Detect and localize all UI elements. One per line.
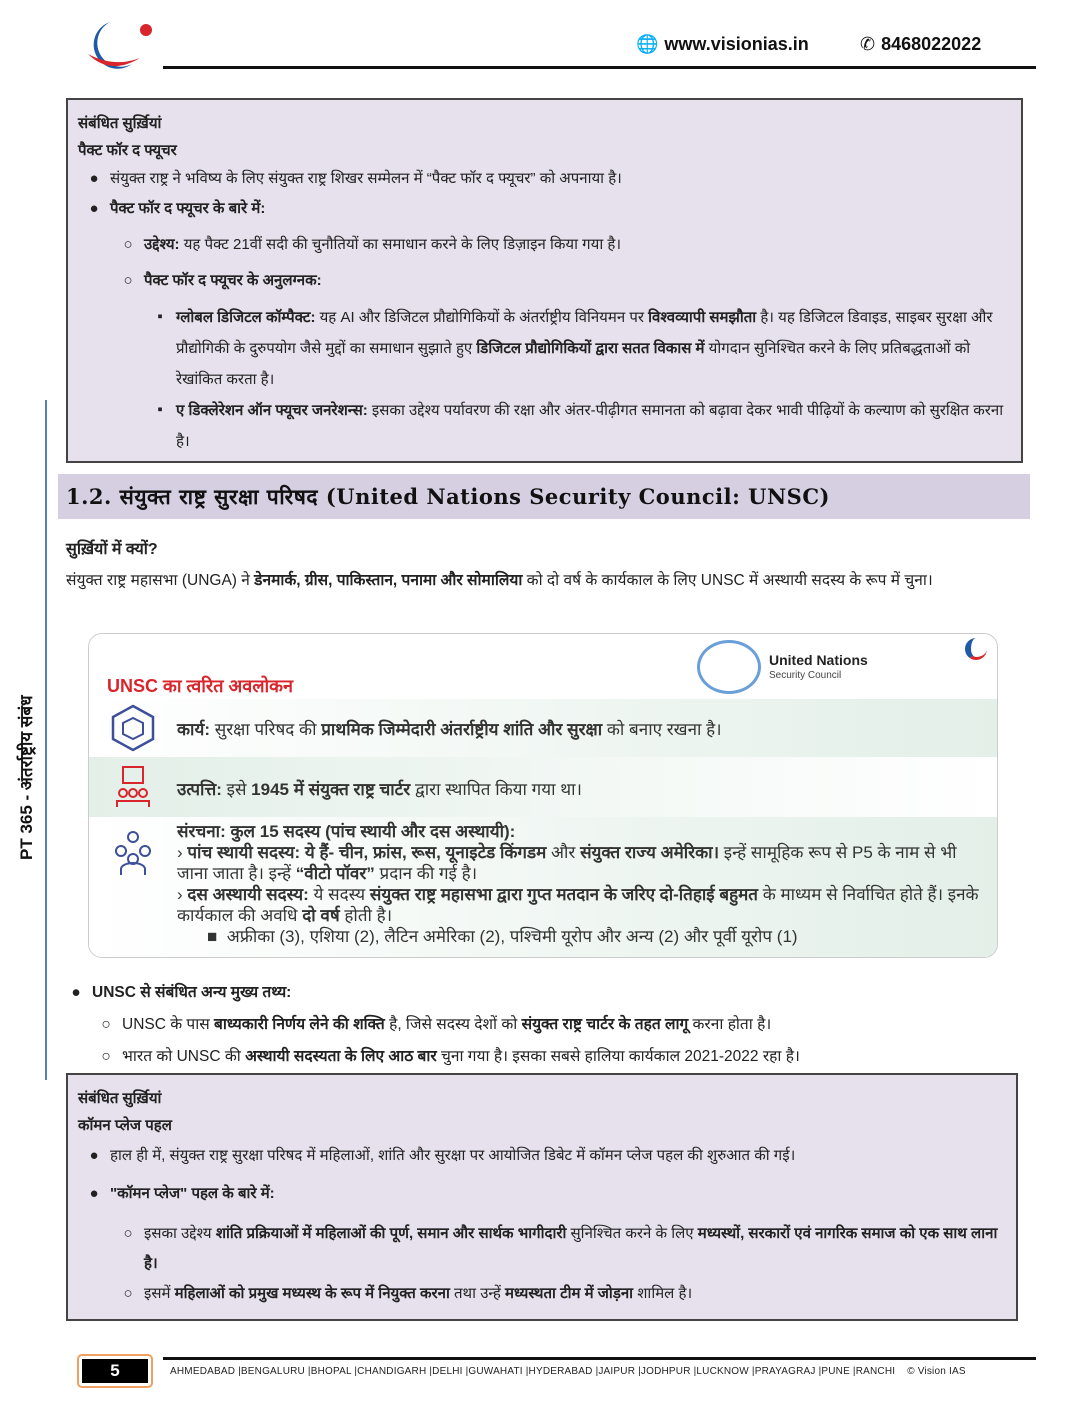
logo-small-icon	[965, 638, 987, 660]
cube-network-icon	[109, 704, 157, 752]
phone: ✆ 8468022022	[860, 34, 982, 54]
side-line	[45, 400, 47, 1080]
page-number: 5	[77, 1354, 153, 1388]
phone-icon: ✆	[860, 34, 876, 54]
website[interactable]: 🌐 www.visionias.in	[636, 34, 809, 54]
section-heading: 1.2. संयुक्त राष्ट्र सुरक्षा परिषद (United Nations Security Council: UNSC)	[58, 474, 1030, 519]
side-label: PT 365 - अंतर्राष्ट्रीय संबंध	[17, 695, 36, 860]
row-function: कार्य: सुरक्षा परिषद की प्राथमिक जिम्मेदारी अंतर्राष्ट्रीय शांति और सुरक्षा को बनाए रखना है।	[89, 699, 997, 757]
row-structure: संरचना: कुल 15 सदस्य (पांच स्थायी और दस अस्थायी): › पांच स्थायी सदस्य: ये हैं- चीन, फ्रांस, रूस, यूनाइटेड किंगडम और संयुक्त राज्य अमेरिका। इन्हें सामूहिक रूप से P5 के नाम से भी जाना जाता है। इन्हें “वीटो पॉवर” प्रदान की गई है। › दस अस्थायी सदस्य: ये सदस्य संयुक्त राष्ट्र महासभा द्वारा गुप्त मतदान के जरिए दो-तिहाई बहुमत के माध्यम से निर्वाचित होते हैं। इनके कार्यकाल की अवधि दो वर्ष होती है। ■ अफ्रीका (3), एशिया (2), लैटिन अमेरिका (2), पश्चिमी यूरोप और अन्य (2) और पूर्वी यूरोप (1)	[89, 817, 997, 958]
unsc-overview-card: UNSC का त्वरित अवलोकन United Nations Security Council कार्य: सुरक्षा परिषद की प्राथमिक जिम्मेदारी अंतर्राष्ट्रीय शांति और सुरक्षा को बनाए रखना है। उत्पत्ति: इसे 1945 में संयुक्त राष्ट्र चार्टर द्वारा स्थापित किया गया था। संरचना: कुल 15 सदस्य (पांच स्थायी और दस अस्थायी): › पांच स्थायी सदस्य: ये हैं- चीन, फ्रांस, रूस, यूनाइटेड किंगडम और संयुक्त राज्य अमेरिका। इन्हें सामूहिक रूप से P5 के नाम से भी जाना जाता है। इन्हें “वीटो पॉवर” प्रदान की गई है। › दस अस्थायी सदस्य: ये सदस्य संयुक्त राष्ट्र महासभा द्वारा गुप्त मतदान के जरिए दो-तिहाई बहुमत के माध्यम से निर्वाचित होते हैं। इनके कार्यकाल की अवधि दो वर्ष होती है। ■ अफ्रीका (3), एशिया (2), लैटिन अमेरिका (2), पश्चिमी यूरोप और अन्य (2) और पूर्वी यूरोप (1)	[88, 633, 998, 958]
un-emblem-icon	[697, 640, 761, 694]
meeting-presentation-icon	[109, 763, 157, 811]
why-in-news: सुर्ख़ियों में क्यों?	[66, 541, 158, 558]
footer-divider	[163, 1357, 1036, 1360]
why-text: संयुक्त राष्ट्र महासभा (UNGA) ने डेनमार्क, ग्रीस, पाकिस्तान, पनामा और सोमालिया को दो वर्ष के कार्यकाल के लिए UNSC में अस्थायी सदस्य के रूप में चुना।	[66, 572, 933, 589]
globe-icon: 🌐	[636, 34, 659, 54]
footer-cities: AHMEDABAD |BENGALURU |BHOPAL |CHANDIGARH |DELHI |GUWAHATI |HYDERABAD |JAIPUR |JODHPUR |LUCKNOW |PRAYAGRAJ |PUNE |RANCHI © Vision IAS	[170, 1366, 966, 1377]
card-title: UNSC का त्वरित अवलोकन	[107, 676, 293, 696]
related-news-box-1: संबंधित सुर्ख़ियां पैक्ट फॉर द फ्यूचर ● संयुक्त राष्ट्र ने भविष्य के लिए संयुक्त राष्ट्र शिखर सम्मेलन में “पैक्ट फॉर द फ्यूचर” को अपनाया है। ● पैक्ट फॉर द फ्यूचर के बारे में: ○ उद्देश्य: यह पैक्ट 21वीं सदी की चुनौतियों का समाधान करने के लिए डिज़ाइन किया गया है। ○ पैक्ट फॉर द फ्यूचर के अनुलग्नक: ▪ ग्लोबल डिजिटल कॉम्पैक्ट: यह AI और डिजिटल प्रौद्योगिकियों के अंतर्राष्ट्रीय विनियमन पर विश्वव्यापी समझौता है। यह डिजिटल डिवाइड, साइबर सुरक्षा और प्रौद्योगिकी के दुरुपयोग जैसे मुद्दों का समाधान सुझाते हुए डिजिटल प्रौद्योगिकियों द्वारा सतत विकास में योगदान सुनिश्चित करने के लिए प्रतिबद्धताओं को रेखांकित करता है। ▪ ए डिक्लेरेशन ऑन फ्यूचर जनरेशन्स: इसका उद्देश्य पर्यावरण की रक्षा और अंतर-पीढ़ीगत समानता को बढ़ावा देकर भावी पीढ़ियों के कल्याण को सुरक्षित करना है।	[66, 98, 1023, 463]
related-news-box-2: संबंधित सुर्ख़ियां कॉमन प्लेज पहल ● हाल ही में, संयुक्त राष्ट्र सुरक्षा परिषद में महिलाओं, शांति और सुरक्षा पर आयोजित डिबेट में कॉमन प्लेज पहल की शुरुआत की गई। ● "कॉमन प्लेज" पहल के बारे में: ○ इसका उद्देश्य शांति प्रक्रियाओं में महिलाओं की पूर्ण, समान और सार्थक भागीदारी सुनिश्चित करने के लिए मध्यस्थों, सरकारों एवं नागरिक समाज को एक साथ लाना है। ○ इसमें महिलाओं को प्रमुख मध्यस्थ के रूप में नियुक्त करना तथा उन्हें मध्यस्थता टीम में जोड़ना शामिल है।	[66, 1073, 1018, 1321]
row-origin: उत्पत्ति: इसे 1945 में संयुक्त राष्ट्र चार्टर द्वारा स्थापित किया गया था।	[89, 757, 997, 817]
header-divider	[163, 66, 1036, 69]
vision-ias-logo	[80, 14, 160, 76]
facts-list: ● UNSC से संबंधित अन्य मुख्य तथ्य: ○ UNSC के पास बाध्यकारी निर्णय लेने की शक्ति है, जिसे सदस्य देशों को संयुक्त राष्ट्र चार्टर के तहत लागू करना होता है। ○ भारत को UNSC की अस्थायी सदस्यता के लिए आठ बार चुना गया है। इसका सबसे हालिया कार्यकाल 2021-2022 रहा है।	[71, 984, 800, 1065]
group-people-icon	[109, 829, 157, 877]
